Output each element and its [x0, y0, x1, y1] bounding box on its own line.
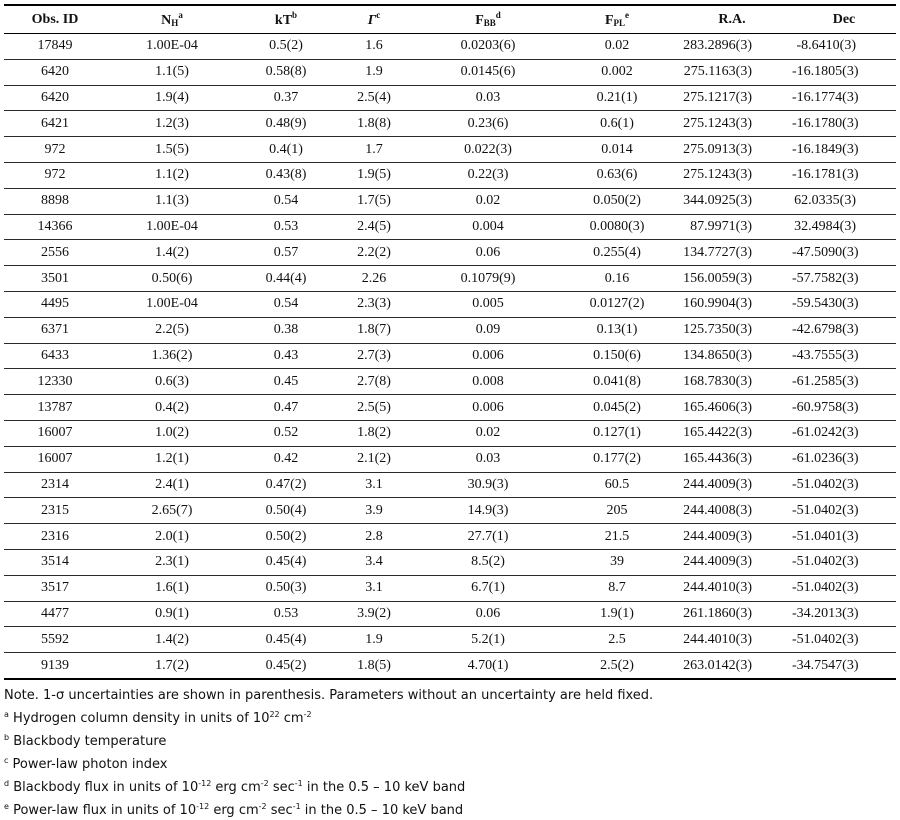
cell-nh: 0.9(1) — [106, 601, 238, 627]
header-label: Obs. ID — [31, 11, 79, 27]
cell-ra: 244.4009(3) — [672, 549, 792, 575]
cell-fbb: 27.7(1) — [414, 524, 562, 550]
cell-fbb: 0.03 — [414, 446, 562, 472]
cell-kt: 0.43 — [238, 343, 334, 369]
table-body — [4, 34, 896, 679]
cell-fbb: 0.006 — [414, 343, 562, 369]
cell-dec: -61.2585(3) — [792, 369, 896, 395]
cell-nh: 1.7(2) — [106, 653, 238, 679]
cell-ra: 275.1243(3) — [672, 111, 792, 137]
table-row — [4, 85, 896, 111]
cell-fbb: 14.9(3) — [414, 498, 562, 524]
cell-nh: 0.50(6) — [106, 266, 238, 292]
cell-dec: -34.7547(3) — [792, 653, 896, 679]
cell-gamma: 1.9(5) — [334, 162, 414, 188]
cell-ra: 275.0913(3) — [672, 137, 792, 163]
cell-dec: -51.0402(3) — [792, 472, 896, 498]
header-nh — [106, 5, 238, 34]
cell-fpl: 0.63(6) — [562, 162, 672, 188]
cell-obs-id: 972 — [4, 162, 106, 188]
cell-kt: 0.4(1) — [238, 137, 334, 163]
cell-fbb: 0.1079(9) — [414, 266, 562, 292]
cell-kt: 0.45 — [238, 369, 334, 395]
cell-fpl: 0.150(6) — [562, 343, 672, 369]
cell-obs-id: 2316 — [4, 524, 106, 550]
cell-fbb: 0.23(6) — [414, 111, 562, 137]
cell-kt: 0.54 — [238, 291, 334, 317]
cell-obs-id: 6420 — [4, 59, 106, 85]
header-superscript: a — [178, 10, 183, 20]
cell-dec: -8.6410(3) — [792, 34, 896, 60]
cell-nh: 2.3(1) — [106, 549, 238, 575]
cell-nh: 1.9(4) — [106, 85, 238, 111]
table-row — [4, 59, 896, 85]
cell-ra: 275.1217(3) — [672, 85, 792, 111]
header-superscript: b — [292, 10, 298, 20]
cell-obs-id: 14366 — [4, 214, 106, 240]
cell-gamma: 2.3(3) — [334, 291, 414, 317]
header-superscript: d — [495, 10, 501, 20]
table-row — [4, 317, 896, 343]
header-label: R.A. — [718, 11, 746, 27]
note-c: $^c$ Power-law photon index — [4, 755, 168, 772]
cell-dec: -59.5430(3) — [792, 291, 896, 317]
table-row — [4, 498, 896, 524]
cell-nh: 1.0(2) — [106, 420, 238, 446]
cell-dec: -60.9758(3) — [792, 395, 896, 421]
cell-nh: 1.36(2) — [106, 343, 238, 369]
table-row — [4, 343, 896, 369]
cell-dec: 62.0335(3) — [792, 188, 896, 214]
header-subscript: H — [171, 18, 179, 28]
cell-fbb: 8.5(2) — [414, 549, 562, 575]
cell-ra: 344.0925(3) — [672, 188, 792, 214]
cell-fbb: 0.006 — [414, 395, 562, 421]
cell-kt: 0.43(8) — [238, 162, 334, 188]
cell-ra: 125.7350(3) — [672, 317, 792, 343]
cell-gamma: 1.8(7) — [334, 317, 414, 343]
results-table — [4, 4, 896, 680]
cell-gamma: 2.2(2) — [334, 240, 414, 266]
cell-fbb: 0.22(3) — [414, 162, 562, 188]
cell-fpl: 0.045(2) — [562, 395, 672, 421]
table-row — [4, 601, 896, 627]
cell-gamma: 3.9 — [334, 498, 414, 524]
cell-dec: 32.4984(3) — [792, 214, 896, 240]
note-e: $^e$ Power-law flux in units of $10^{-12}$ erg $cm^{-2}$ $\sec^{-1}$ in the 0.5 – 10 keV band — [4, 801, 464, 818]
cell-kt: 0.48(9) — [238, 111, 334, 137]
cell-nh: 1.00E-04 — [106, 291, 238, 317]
cell-kt: 0.45(4) — [238, 627, 334, 653]
cell-nh: 2.4(1) — [106, 472, 238, 498]
cell-gamma: 2.4(5) — [334, 214, 414, 240]
table-row — [4, 369, 896, 395]
cell-fbb: 6.7(1) — [414, 575, 562, 601]
cell-obs-id: 6420 — [4, 85, 106, 111]
cell-kt: 0.57 — [238, 240, 334, 266]
cell-ra: 134.7727(3) — [672, 240, 792, 266]
cell-nh: 1.1(3) — [106, 188, 238, 214]
table-row — [4, 549, 896, 575]
cell-fbb: 0.02 — [414, 188, 562, 214]
table-row — [4, 240, 896, 266]
cell-gamma: 1.8(2) — [334, 420, 414, 446]
cell-obs-id: 17849 — [4, 34, 106, 60]
header-row — [4, 5, 896, 34]
cell-dec: -16.1849(3) — [792, 137, 896, 163]
cell-fpl: 8.7 — [562, 575, 672, 601]
cell-nh: 0.6(3) — [106, 369, 238, 395]
table-row — [4, 472, 896, 498]
cell-ra: 87.9971(3) — [672, 214, 792, 240]
header-label: kT — [274, 13, 293, 28]
cell-kt: 0.54 — [238, 188, 334, 214]
cell-ra: 244.4009(3) — [672, 524, 792, 550]
cell-gamma: 2.1(2) — [334, 446, 414, 472]
cell-nh: 1.1(5) — [106, 59, 238, 85]
cell-gamma: 2.26 — [334, 266, 414, 292]
table-row — [4, 34, 896, 60]
cell-gamma: 2.8 — [334, 524, 414, 550]
header-label: N — [161, 13, 172, 28]
cell-gamma: 2.7(8) — [334, 369, 414, 395]
cell-dec: -16.1774(3) — [792, 85, 896, 111]
cell-fbb: 0.0145(6) — [414, 59, 562, 85]
cell-dec: -16.1780(3) — [792, 111, 896, 137]
note-general: Note. 1-σ uncertainties are shown in parenthesis. Parameters without an uncertainty are held fixed. — [4, 687, 654, 703]
cell-nh: 1.1(2) — [106, 162, 238, 188]
cell-fbb: 4.70(1) — [414, 653, 562, 679]
cell-gamma: 1.6 — [334, 34, 414, 60]
cell-ra: 134.8650(3) — [672, 343, 792, 369]
cell-nh: 1.2(3) — [106, 111, 238, 137]
cell-obs-id: 3514 — [4, 549, 106, 575]
cell-dec: -61.0236(3) — [792, 446, 896, 472]
table-row — [4, 627, 896, 653]
cell-obs-id: 6433 — [4, 343, 106, 369]
cell-dec: -51.0402(3) — [792, 498, 896, 524]
cell-ra: 165.4606(3) — [672, 395, 792, 421]
cell-gamma: 3.4 — [334, 549, 414, 575]
header-fpl — [562, 5, 672, 34]
table-row — [4, 395, 896, 421]
table-row — [4, 420, 896, 446]
cell-kt: 0.37 — [238, 85, 334, 111]
cell-kt: 0.50(4) — [238, 498, 334, 524]
cell-dec: -34.2013(3) — [792, 601, 896, 627]
header-fbb — [414, 5, 562, 34]
table-container — [4, 4, 896, 820]
cell-ra: 275.1243(3) — [672, 162, 792, 188]
cell-obs-id: 13787 — [4, 395, 106, 421]
cell-ra: 283.2896(3) — [672, 34, 792, 60]
cell-kt: 0.58(8) — [238, 59, 334, 85]
cell-dec: -42.6798(3) — [792, 317, 896, 343]
cell-kt: 0.42 — [238, 446, 334, 472]
cell-gamma: 3.1 — [334, 472, 414, 498]
cell-fpl: 0.255(4) — [562, 240, 672, 266]
cell-gamma: 2.5(5) — [334, 395, 414, 421]
cell-dec: -51.0401(3) — [792, 524, 896, 550]
cell-fpl: 0.13(1) — [562, 317, 672, 343]
note-a: $^a$ Hydrogen column density in units of $10^{22}$ $cm^{-2}$ — [4, 709, 312, 726]
table-row — [4, 137, 896, 163]
header-subscript: BB — [483, 18, 496, 28]
cell-fpl: 0.02 — [562, 34, 672, 60]
cell-fpl: 205 — [562, 498, 672, 524]
header-label: Dec — [832, 11, 856, 27]
header-obs-id — [4, 5, 106, 34]
cell-obs-id: 6371 — [4, 317, 106, 343]
cell-gamma: 2.7(3) — [334, 343, 414, 369]
cell-nh: 0.4(2) — [106, 395, 238, 421]
header-label: Γ — [367, 13, 377, 28]
cell-kt: 0.50(2) — [238, 524, 334, 550]
cell-ra: 244.4010(3) — [672, 627, 792, 653]
cell-gamma: 3.9(2) — [334, 601, 414, 627]
cell-kt: 0.44(4) — [238, 266, 334, 292]
cell-dec: -57.7582(3) — [792, 266, 896, 292]
cell-fpl: 0.050(2) — [562, 188, 672, 214]
cell-dec: -16.1781(3) — [792, 162, 896, 188]
cell-ra: 261.1860(3) — [672, 601, 792, 627]
cell-dec: -47.5090(3) — [792, 240, 896, 266]
cell-obs-id: 2315 — [4, 498, 106, 524]
cell-obs-id: 2314 — [4, 472, 106, 498]
cell-obs-id: 9139 — [4, 653, 106, 679]
cell-gamma: 3.1 — [334, 575, 414, 601]
cell-fpl: 39 — [562, 549, 672, 575]
cell-gamma: 1.8(5) — [334, 653, 414, 679]
table-row — [4, 188, 896, 214]
cell-gamma: 1.7(5) — [334, 188, 414, 214]
cell-fbb: 0.022(3) — [414, 137, 562, 163]
cell-kt: 0.38 — [238, 317, 334, 343]
table-row — [4, 575, 896, 601]
header-label: F — [604, 13, 614, 28]
cell-kt: 0.50(3) — [238, 575, 334, 601]
cell-nh: 1.4(2) — [106, 240, 238, 266]
cell-fpl: 60.5 — [562, 472, 672, 498]
cell-obs-id: 8898 — [4, 188, 106, 214]
cell-ra: 165.4436(3) — [672, 446, 792, 472]
cell-obs-id: 16007 — [4, 446, 106, 472]
cell-ra: 160.9904(3) — [672, 291, 792, 317]
cell-nh: 2.0(1) — [106, 524, 238, 550]
cell-fbb: 0.008 — [414, 369, 562, 395]
cell-fbb: 0.004 — [414, 214, 562, 240]
cell-ra: 244.4008(3) — [672, 498, 792, 524]
cell-fbb: 5.2(1) — [414, 627, 562, 653]
cell-nh: 1.5(5) — [106, 137, 238, 163]
cell-ra: 263.0142(3) — [672, 653, 792, 679]
cell-dec: -51.0402(3) — [792, 549, 896, 575]
table-row — [4, 162, 896, 188]
cell-fpl: 0.16 — [562, 266, 672, 292]
cell-gamma: 2.5(4) — [334, 85, 414, 111]
header-label: F — [475, 13, 484, 28]
header-ra — [672, 5, 792, 34]
note-b: $^b$ Blackbody temperature — [4, 732, 167, 749]
cell-dec: -16.1805(3) — [792, 59, 896, 85]
cell-fbb: 0.02 — [414, 420, 562, 446]
cell-obs-id: 12330 — [4, 369, 106, 395]
header-gamma — [334, 5, 414, 34]
cell-fbb: 0.005 — [414, 291, 562, 317]
cell-dec: -43.7555(3) — [792, 343, 896, 369]
cell-nh: 1.00E-04 — [106, 214, 238, 240]
cell-fpl: 0.127(1) — [562, 420, 672, 446]
cell-kt: 0.45(4) — [238, 549, 334, 575]
cell-fpl: 0.002 — [562, 59, 672, 85]
cell-kt: 0.5(2) — [238, 34, 334, 60]
cell-ra: 156.0059(3) — [672, 266, 792, 292]
table-row — [4, 524, 896, 550]
cell-nh: 2.2(5) — [106, 317, 238, 343]
cell-fpl: 0.041(8) — [562, 369, 672, 395]
cell-fbb: 0.06 — [414, 240, 562, 266]
header-dec — [792, 5, 896, 34]
cell-kt: 0.47 — [238, 395, 334, 421]
cell-kt: 0.53 — [238, 601, 334, 627]
note-d: $^d$ Blackbody flux in units of $10^{-12}$ erg $cm^{-2}$ $\sec^{-1}$ in the 0.5 – 10 keV band — [4, 778, 466, 795]
cell-fbb: 0.09 — [414, 317, 562, 343]
header-subscript: PL — [613, 18, 626, 28]
cell-ra: 275.1163(3) — [672, 59, 792, 85]
cell-gamma: 1.7 — [334, 137, 414, 163]
cell-kt: 0.45(2) — [238, 653, 334, 679]
cell-fpl: 2.5(2) — [562, 653, 672, 679]
cell-nh: 1.2(1) — [106, 446, 238, 472]
cell-fpl: 0.0080(3) — [562, 214, 672, 240]
cell-obs-id: 16007 — [4, 420, 106, 446]
cell-fpl: 0.21(1) — [562, 85, 672, 111]
cell-gamma: 1.9 — [334, 59, 414, 85]
cell-kt: 0.47(2) — [238, 472, 334, 498]
cell-nh: 1.4(2) — [106, 627, 238, 653]
cell-fpl: 0.6(1) — [562, 111, 672, 137]
cell-ra: 244.4009(3) — [672, 472, 792, 498]
cell-ra: 168.7830(3) — [672, 369, 792, 395]
cell-obs-id: 4477 — [4, 601, 106, 627]
cell-fpl: 0.177(2) — [562, 446, 672, 472]
cell-fpl: 1.9(1) — [562, 601, 672, 627]
cell-fpl: 0.014 — [562, 137, 672, 163]
cell-kt: 0.52 — [238, 420, 334, 446]
cell-fbb: 0.03 — [414, 85, 562, 111]
table-row — [4, 111, 896, 137]
table-row — [4, 266, 896, 292]
header-superscript: c — [376, 10, 381, 20]
cell-dec: -51.0402(3) — [792, 627, 896, 653]
table-row — [4, 446, 896, 472]
cell-fpl: 2.5 — [562, 627, 672, 653]
table-notes — [4, 686, 896, 820]
cell-dec: -61.0242(3) — [792, 420, 896, 446]
cell-nh: 1.00E-04 — [106, 34, 238, 60]
cell-obs-id: 2556 — [4, 240, 106, 266]
cell-ra: 244.4010(3) — [672, 575, 792, 601]
cell-obs-id: 972 — [4, 137, 106, 163]
cell-nh: 1.6(1) — [106, 575, 238, 601]
cell-dec: -51.0402(3) — [792, 575, 896, 601]
cell-obs-id: 6421 — [4, 111, 106, 137]
header-kt — [238, 5, 334, 34]
cell-fbb: 0.06 — [414, 601, 562, 627]
cell-kt: 0.53 — [238, 214, 334, 240]
cell-gamma: 1.9 — [334, 627, 414, 653]
table-row — [4, 214, 896, 240]
cell-ra: 165.4422(3) — [672, 420, 792, 446]
table-row — [4, 291, 896, 317]
cell-fbb: 30.9(3) — [414, 472, 562, 498]
cell-obs-id: 3517 — [4, 575, 106, 601]
cell-obs-id: 3501 — [4, 266, 106, 292]
table-row — [4, 653, 896, 679]
cell-nh: 2.65(7) — [106, 498, 238, 524]
cell-gamma: 1.8(8) — [334, 111, 414, 137]
header-superscript: e — [625, 10, 630, 20]
cell-fpl: 21.5 — [562, 524, 672, 550]
cell-fpl: 0.0127(2) — [562, 291, 672, 317]
cell-obs-id: 5592 — [4, 627, 106, 653]
cell-obs-id: 4495 — [4, 291, 106, 317]
cell-fbb: 0.0203(6) — [414, 34, 562, 60]
